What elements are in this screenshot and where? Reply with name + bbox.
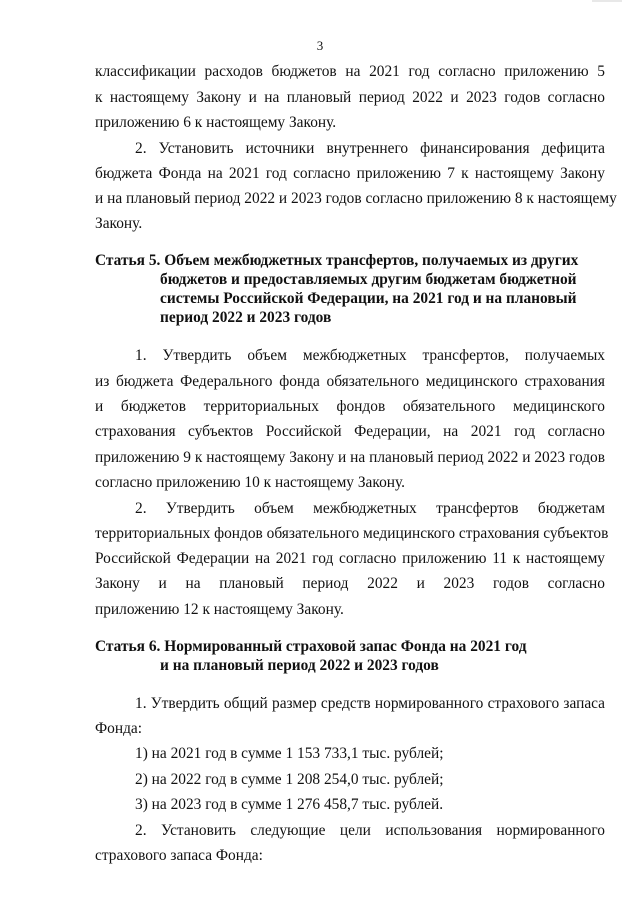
text-line: бюджета Фонда на 2021 год согласно приложению 7 к настоящему Закону [95,165,605,182]
text-line: Закону и на плановый период 2022 и 2023 годов согласно [95,575,605,592]
list-item: 3) на 2023 год в сумме 1 276 458,7 тыс. рублей. [135,796,444,813]
text-line: Фонда: [95,720,143,737]
page-number: 3 [316,38,324,53]
list-item: 1) на 2021 год в сумме 1 153 733,1 тыс. рублей; [135,745,444,762]
article-5-heading-cont: системы Российской Федерации, на 2021 год и на плановый [160,290,577,307]
text-line: Российской Федерации на 2021 год согласно приложению 11 к настоящему [95,550,605,567]
text-line: и на плановый период 2022 и 2023 годов согласно приложению 8 к настоящему [95,190,617,207]
text-line: приложению 9 к настоящему Закону и на плановый период 2022 и 2023 годов [95,449,605,466]
text-line: Закону. [95,215,143,232]
text-line: 2. Установить источники внутреннего финансирования дефицита [135,140,605,157]
article-5-heading-cont: бюджетов и предоставляемых другим бюджетам бюджетной [160,271,577,288]
scan-artifact [592,0,622,2]
text-line: к настоящему Закону и на плановый период 2022 и 2023 годов согласно [95,89,605,106]
article-6-heading: Статья 6. Нормированный страховой запас Фонда на 2021 год [95,638,527,655]
text-line: приложению 12 к настоящему Закону. [95,601,344,618]
text-line: страхового запаса Фонда: [95,847,263,864]
article-6-heading-cont: и на плановый период 2022 и 2023 годов [160,657,439,674]
text-line: 2. Утвердить объем межбюджетных трансфертов бюджетам [135,500,605,517]
text-line: приложению 6 к настоящему Закону. [95,114,337,131]
article-5-heading-cont: период 2022 и 2023 годов [160,309,332,326]
text-line: 1. Утвердить общий размер средств нормированного страхового запаса [135,695,605,712]
text-line: из бюджета Федерального фонда обязательного медицинского страхования [95,373,605,390]
text-line: 1. Утвердить объем межбюджетных трансфертов, получаемых [135,347,605,364]
text-line: страхования субъектов Российской Федерации, на 2021 год согласно [95,423,605,440]
text-line: классификации расходов бюджетов на 2021 год согласно приложению 5 [95,63,605,80]
text-line: 2. Установить следующие цели использования нормированного [135,822,605,839]
list-item: 2) на 2022 год в сумме 1 208 254,0 тыс. рублей; [135,771,444,788]
text-line: и бюджетов территориальных фондов обязательного медицинского [95,398,605,415]
text-line: согласно приложению 10 к настоящему Закону. [95,474,406,491]
article-5-heading: Статья 5. Объем межбюджетных трансфертов, получаемых из других [95,252,579,269]
text-line: территориальных фондов обязательного медицинского страхования субъектов [95,525,609,542]
